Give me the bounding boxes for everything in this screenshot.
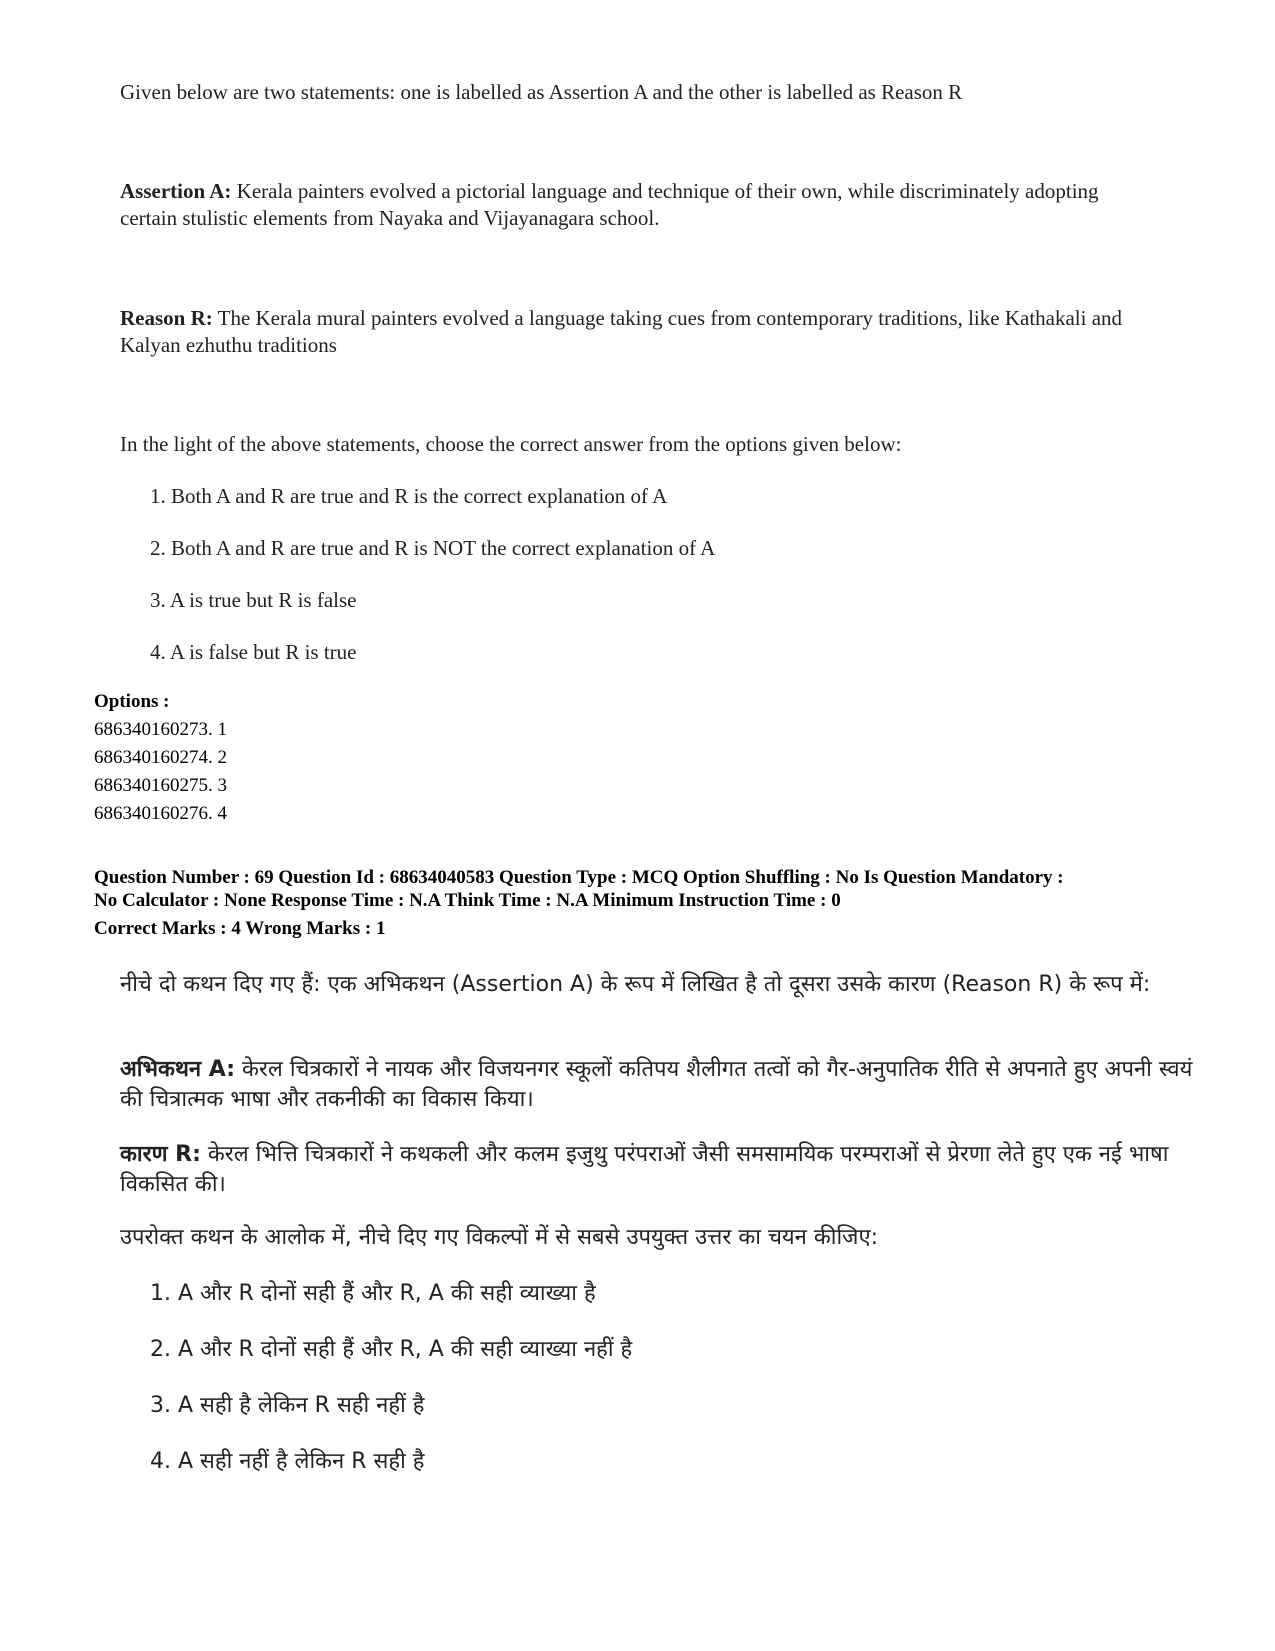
hindi-reason-text: केरल भित्ति चित्रकारों ने कथकली और कलम इजुथु परंपराओं जैसी समसामयिक परम्पराओं से प्रेरणा लेते हुए एक नई भाषा विकसित की। bbox=[120, 1142, 1169, 1197]
question-meta-line-3 bbox=[94, 917, 385, 941]
english-choice-2: 2. Both A and R are true and R is NOT the correct explanation of A bbox=[150, 536, 716, 560]
hindi-assertion-label: अभिकथन A: bbox=[120, 1057, 236, 1082]
option-id-4: 686340160276. 4 bbox=[94, 803, 227, 824]
english-reason-label: Reason R: bbox=[120, 306, 213, 330]
question-meta-line-1 bbox=[94, 866, 1064, 890]
english-assertion bbox=[120, 178, 1160, 232]
hindi-choice-3: 3. A सही है लेकिन R सही नहीं है bbox=[150, 1393, 425, 1418]
option-id-2: 686340160274. 2 bbox=[94, 747, 227, 768]
english-choice-1: 1. Both A and R are true and R is the correct explanation of A bbox=[150, 484, 668, 508]
english-intro: Given below are two statements: one is labelled as Assertion A and the other is labelled as Reason R bbox=[120, 80, 963, 104]
option-id-3: 686340160275. 3 bbox=[94, 775, 227, 796]
hindi-assertion bbox=[120, 1055, 1195, 1115]
question-meta-line-2-text: No Calculator : None Response Time : N.A Think Time : N.A Minimum Instruction Time : 0 bbox=[94, 890, 841, 911]
hindi-choice-4: 4. A सही नहीं है लेकिन R सही है bbox=[150, 1449, 425, 1474]
options-heading bbox=[94, 690, 170, 714]
options-heading-text: Options : bbox=[94, 691, 170, 712]
english-instruction: In the light of the above statements, choose the correct answer from the options given below: bbox=[120, 432, 902, 456]
english-assertion-text: Kerala painters evolved a pictorial language and technique of their own, while discriminately adopting certain stulistic elements from Nayaka and Vijayanagara school. bbox=[120, 179, 1099, 230]
english-assertion-label: Assertion A: bbox=[120, 179, 232, 203]
question-meta-line-1-text: Question Number : 69 Question Id : 68634040583 Question Type : MCQ Option Shuffling : No Is Question Mandatory : bbox=[94, 867, 1064, 888]
english-choice-3: 3. A is true but R is false bbox=[150, 588, 357, 612]
hindi-assertion-text: केरल चित्रकारों ने नायक और विजयनगर स्कूलों कतिपय शैलीगत तत्वों को गैर-अनुपातिक रीति से अपनाते हुए अपनी स्वयं की चित्रात्मक भाषा और तकनीकी का विकास किया। bbox=[120, 1057, 1193, 1112]
english-choice-4: 4. A is false but R is true bbox=[150, 640, 357, 664]
english-reason bbox=[120, 305, 1160, 359]
question-meta-line-2 bbox=[94, 889, 841, 913]
hindi-instruction: उपरोक्त कथन के आलोक में, नीचे दिए गए विकल्पों में से सबसे उपयुक्त उत्तर का चयन कीजिए: bbox=[120, 1225, 879, 1250]
hindi-intro: नीचे दो कथन दिए गए हैं: एक अभिकथन (Assertion A) के रूप में लिखित है तो दूसरा उसके कारण (Reason R) के रूप में: bbox=[120, 972, 1151, 997]
hindi-choice-1: 1. A और R दोनों सही हैं और R, A की सही व्याख्या है bbox=[150, 1281, 596, 1306]
hindi-choice-2: 2. A और R दोनों सही हैं और R, A की सही व्याख्या नहीं है bbox=[150, 1337, 633, 1362]
english-reason-text: The Kerala mural painters evolved a language taking cues from contemporary traditions, like Kathakali and Kalyan ezhuthu traditions bbox=[120, 306, 1123, 357]
hindi-reason-label: कारण R: bbox=[120, 1142, 201, 1167]
option-id-1: 686340160273. 1 bbox=[94, 719, 227, 740]
hindi-reason bbox=[120, 1140, 1195, 1200]
question-meta-line-3-text: Correct Marks : 4 Wrong Marks : 1 bbox=[94, 918, 386, 939]
